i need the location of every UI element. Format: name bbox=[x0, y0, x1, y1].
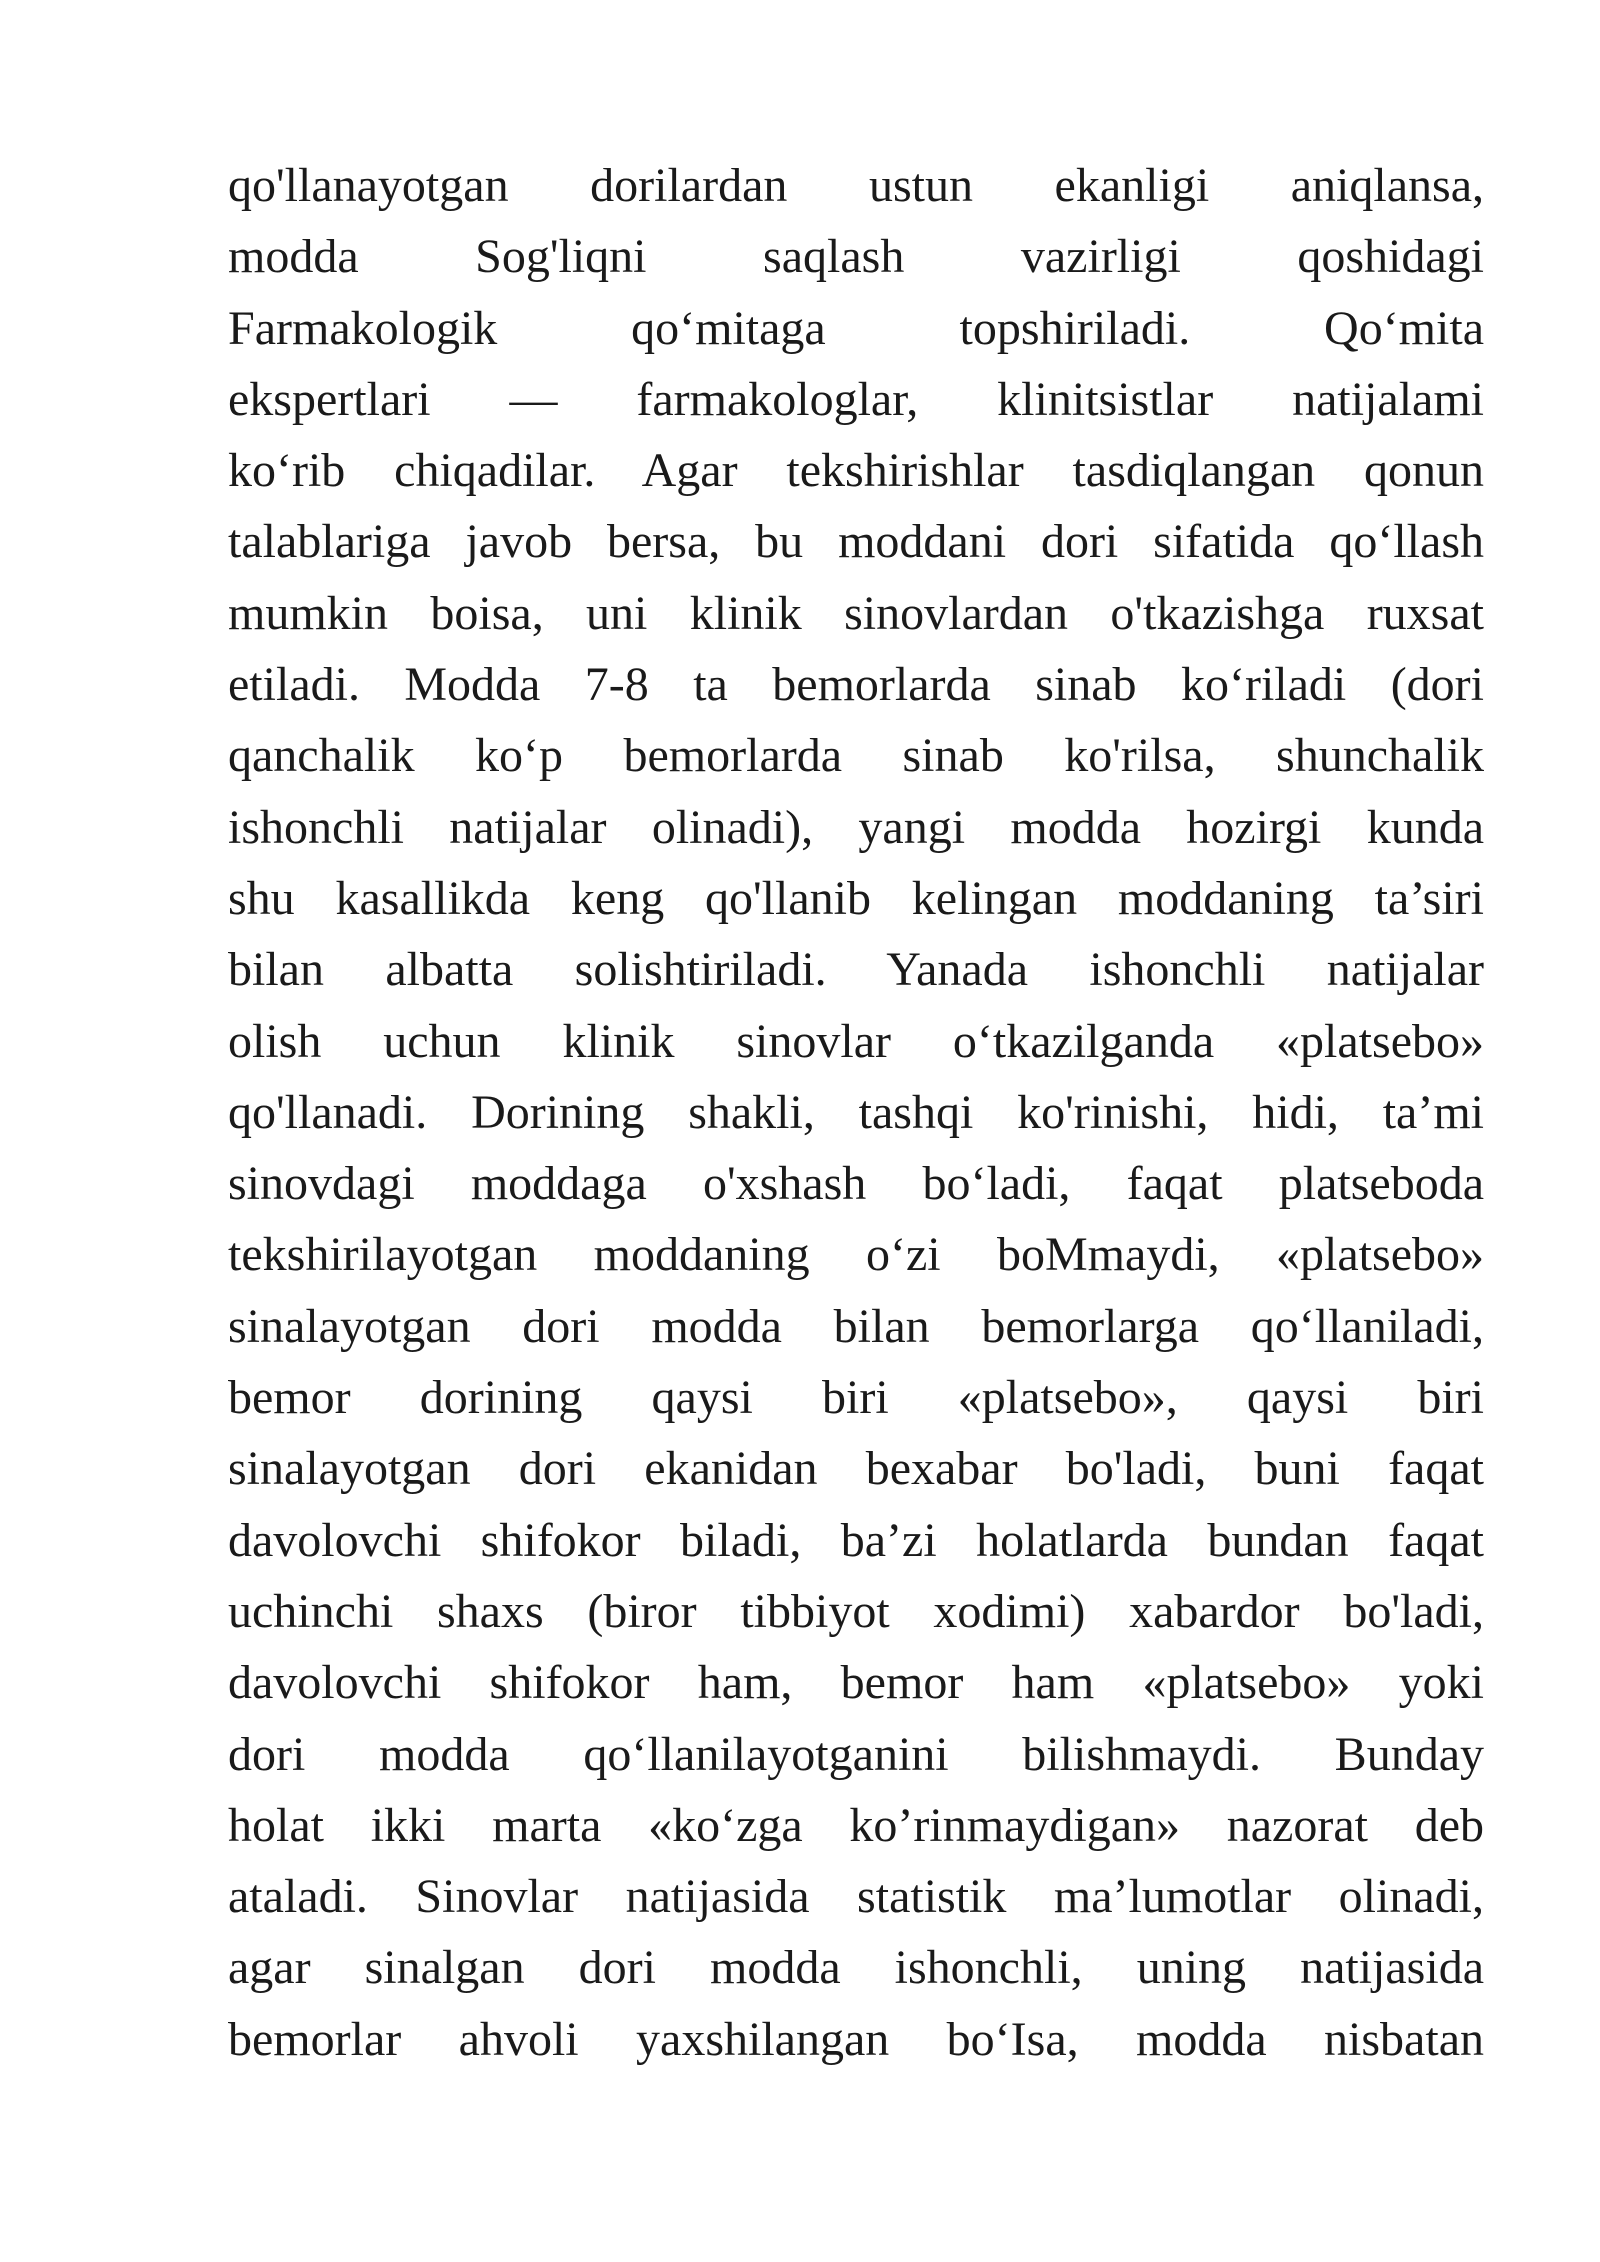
text-line: qo'llanayotgan dorilardan ustun ekanligi aniqlansa, bbox=[228, 159, 1484, 212]
text-line: dori modda qo‘llanilayotganini bilishmaydi. Bunday bbox=[228, 1727, 1484, 1781]
document-body bbox=[228, 150, 1484, 2075]
text-line: uchinchi shaxs (biror tibbiyot xodimi) xabardor bo'ladi, bbox=[228, 1584, 1484, 1638]
text-line: holat ikki marta «ko‘zga ko’rinmaydigan» nazorat deb bbox=[228, 1798, 1484, 1852]
text-line: etiladi. Modda 7-8 ta bemorlarda sinab ko‘riladi (dori bbox=[228, 658, 1484, 712]
text-line: talablariga javob bersa, bu moddani dori sifatida qo‘llash bbox=[228, 515, 1484, 569]
text-line: qo'llanadi. Dorining shakli, tashqi ko'rinishi, hidi, ta’mi bbox=[228, 1085, 1484, 1139]
text-line: ko‘rib chiqadilar. Agar tekshirishlar tasdiqlangan qonun bbox=[228, 444, 1484, 498]
text-line: qanchalik ko‘p bemorlarda sinab ko'rilsa, shunchalik bbox=[228, 729, 1484, 783]
text-line: modda Sog'liqni saqlash vazirligi qoshidagi bbox=[228, 230, 1484, 284]
text-line: shu kasallikda keng qo'llanib kelingan moddaning ta’siri bbox=[228, 871, 1484, 925]
text-line: ekspertlari — farmakologlar, klinitsistlar natijalami bbox=[228, 372, 1484, 426]
text-line: bemorlar ahvoli yaxshilangan bo‘Isa, modda nisbatan bbox=[228, 2012, 1484, 2066]
text-line: bilan albatta solishtiriladi. Yanada ishonchli natijalar bbox=[228, 943, 1484, 997]
text-line: sinalayotgan dori modda bilan bemorlarga qo‘llaniladi, bbox=[228, 1299, 1484, 1353]
text-line: ataladi. Sinovlar natijasida statistik ma’lumotlar olinadi, bbox=[228, 1870, 1484, 1924]
text-line: ishonchli natijalar olinadi), yangi modda hozirgi kunda bbox=[228, 800, 1484, 854]
text-line: olish uchun klinik sinovlar o‘tkazilganda «platsebo» bbox=[228, 1014, 1484, 1068]
text-line: davolovchi shifokor biladi, ba’zi holatlarda bundan faqat bbox=[228, 1513, 1484, 1567]
text-line: mumkin boisa, uni klinik sinovlardan o'tkazishga ruxsat bbox=[228, 586, 1484, 640]
text-line: Farmakologik qo‘mitaga topshiriladi. Qo‘mita bbox=[228, 301, 1484, 355]
text-line: agar sinalgan dori modda ishonchli, uning natijasida bbox=[228, 1941, 1484, 1995]
text-line: sinovdagi moddaga o'xshash bo‘ladi, faqat platseboda bbox=[228, 1157, 1484, 1211]
text-line: bemor dorining qaysi biri «platsebo», qaysi biri bbox=[228, 1371, 1484, 1425]
text-line: tekshirilayotgan moddaning o‘zi boMmaydi, «platsebo» bbox=[228, 1228, 1484, 1282]
text-line: sinalayotgan dori ekanidan bexabar bo'ladi, buni faqat bbox=[228, 1442, 1484, 1496]
text-line: davolovchi shifokor ham, bemor ham «platsebo» yoki bbox=[228, 1656, 1484, 1710]
